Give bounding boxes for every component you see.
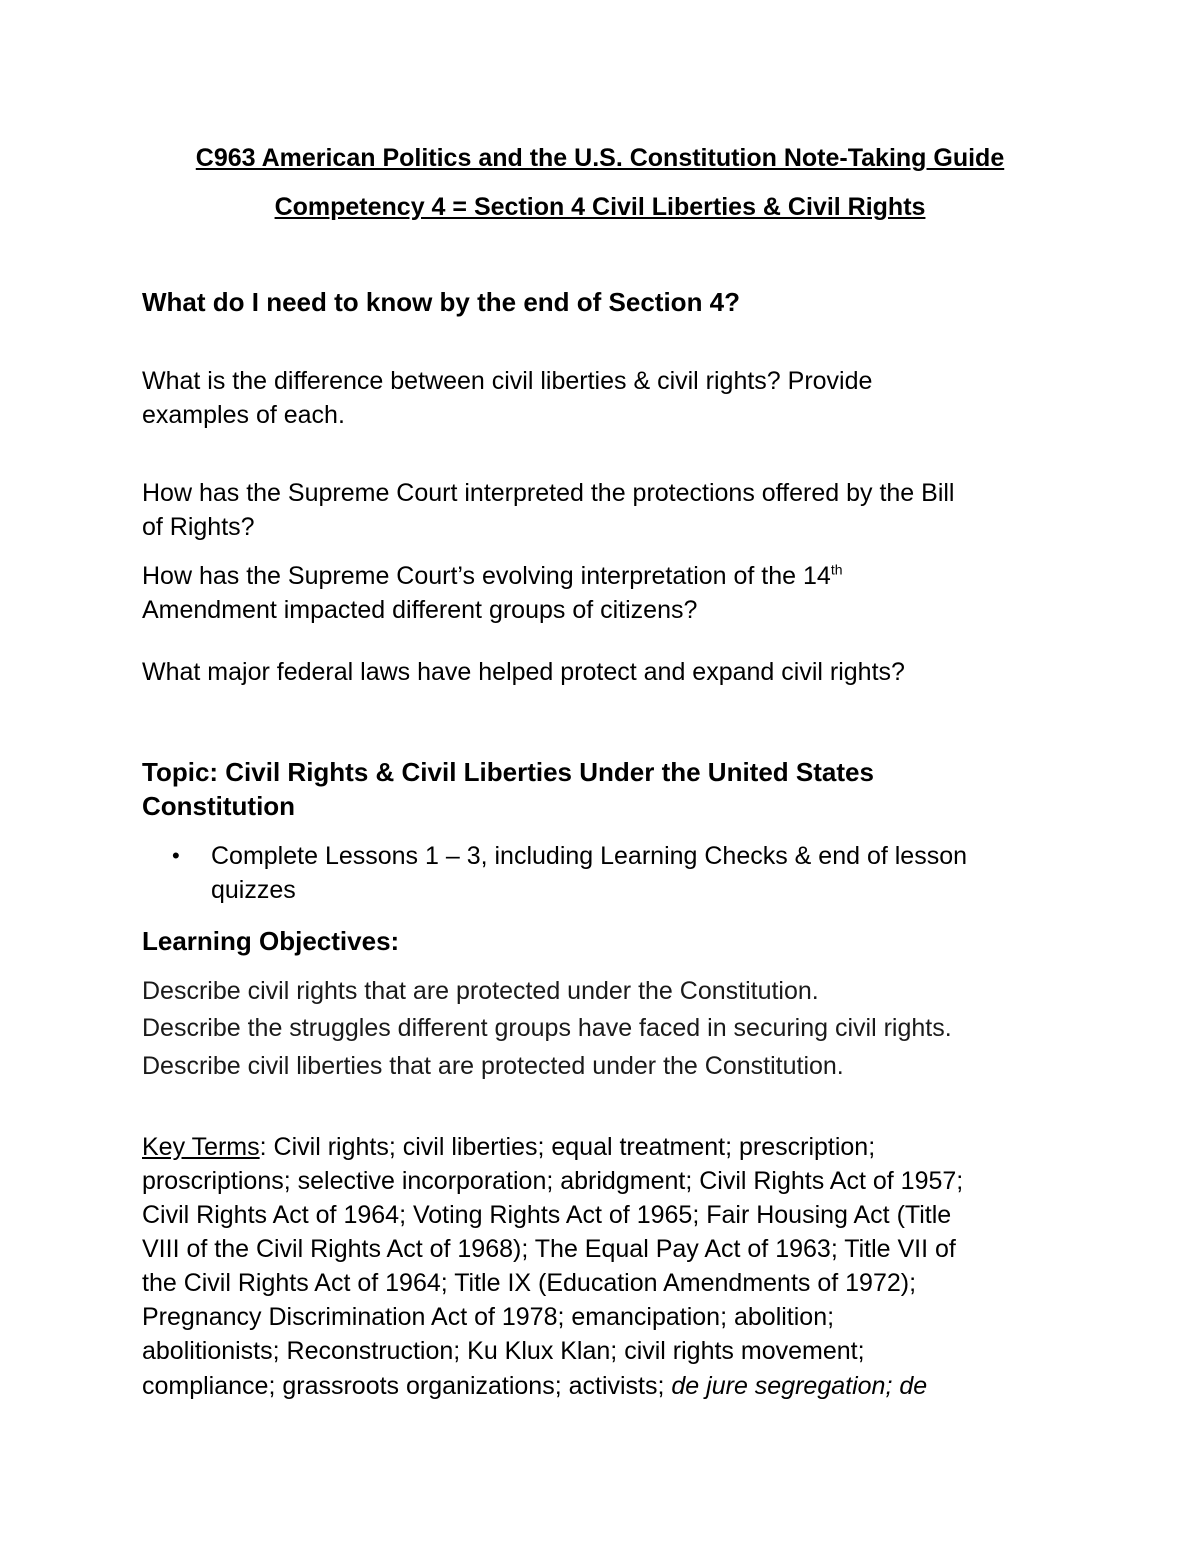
key-terms-line-2: proscriptions; selective incorporation; abridgment; Civil Rights Act of 1957;	[142, 1167, 964, 1195]
key-terms-line-6: Pregnancy Discrimination Act of 1978; emancipation; abolition;	[142, 1303, 835, 1331]
know-heading: What do I need to know by the end of Section 4?	[142, 287, 741, 317]
question-1-line-2: examples of each.	[142, 401, 345, 429]
key-terms-line-4: VIII of the Civil Rights Act of 1968); The Equal Pay Act of 1963; Title VII of	[142, 1235, 956, 1263]
key-terms-text-1: Civil rights; civil liberties; equal treatment; prescription;	[266, 1133, 876, 1161]
key-terms-line-5: the Civil Rights Act of 1964; Title IX (Education Amendments of 1972);	[142, 1269, 917, 1297]
objectives-heading: Learning Objectives:	[142, 926, 400, 956]
topic-heading-line-2: Constitution	[142, 791, 296, 821]
objective-item-1: Describe civil rights that are protected under the Constitution.	[142, 977, 819, 1005]
document-title: C963 American Politics and the U.S. Constitution Note-Taking Guide	[195, 144, 1005, 172]
topic-heading-line-1: Topic: Civil Rights & Civil Liberties Under the United States	[142, 757, 874, 787]
question-4-line-1: What major federal laws have helped protect and expand civil rights?	[142, 658, 905, 686]
question-3-line-2: Amendment impacted different groups of citizens?	[142, 596, 698, 624]
document-subtitle: Competency 4 = Section 4 Civil Liberties & Civil Rights	[274, 193, 926, 221]
bullet-line-2: quizzes	[211, 876, 296, 904]
key-terms-line-7: abolitionists; Reconstruction; Ku Klux Klan; civil rights movement;	[142, 1337, 865, 1365]
key-terms-line-3: Civil Rights Act of 1964; Voting Rights Act of 1965; Fair Housing Act (Title	[142, 1201, 952, 1229]
key-terms-label: Key Terms	[142, 1133, 260, 1161]
bullet-icon: •	[172, 843, 180, 868]
question-3-text: How has the Supreme Court’s evolving interpretation of the 14	[142, 562, 831, 590]
bullet-line-1: Complete Lessons 1 – 3, including Learning Checks & end of lesson	[211, 842, 968, 870]
key-terms-line-1	[142, 1130, 875, 1164]
key-terms-text-8: compliance; grassroots organizations; activists;	[142, 1372, 672, 1400]
superscript-th: th	[830, 561, 843, 578]
objective-item-3: Describe civil liberties that are protected under the Constitution.	[142, 1052, 844, 1080]
question-1-line-1: What is the difference between civil liberties & civil rights? Provide	[142, 367, 873, 395]
key-terms-colon: :	[259, 1133, 267, 1161]
objective-item-2: Describe the struggles different groups have faced in securing civil rights.	[142, 1014, 952, 1042]
question-3-line-1	[142, 559, 843, 593]
key-terms-italic-terms: de jure segregation; de	[671, 1372, 928, 1400]
key-terms-line-8	[142, 1369, 927, 1403]
question-2-line-2: of Rights?	[142, 513, 255, 541]
question-2-line-1: How has the Supreme Court interpreted the protections offered by the Bill	[142, 479, 955, 507]
